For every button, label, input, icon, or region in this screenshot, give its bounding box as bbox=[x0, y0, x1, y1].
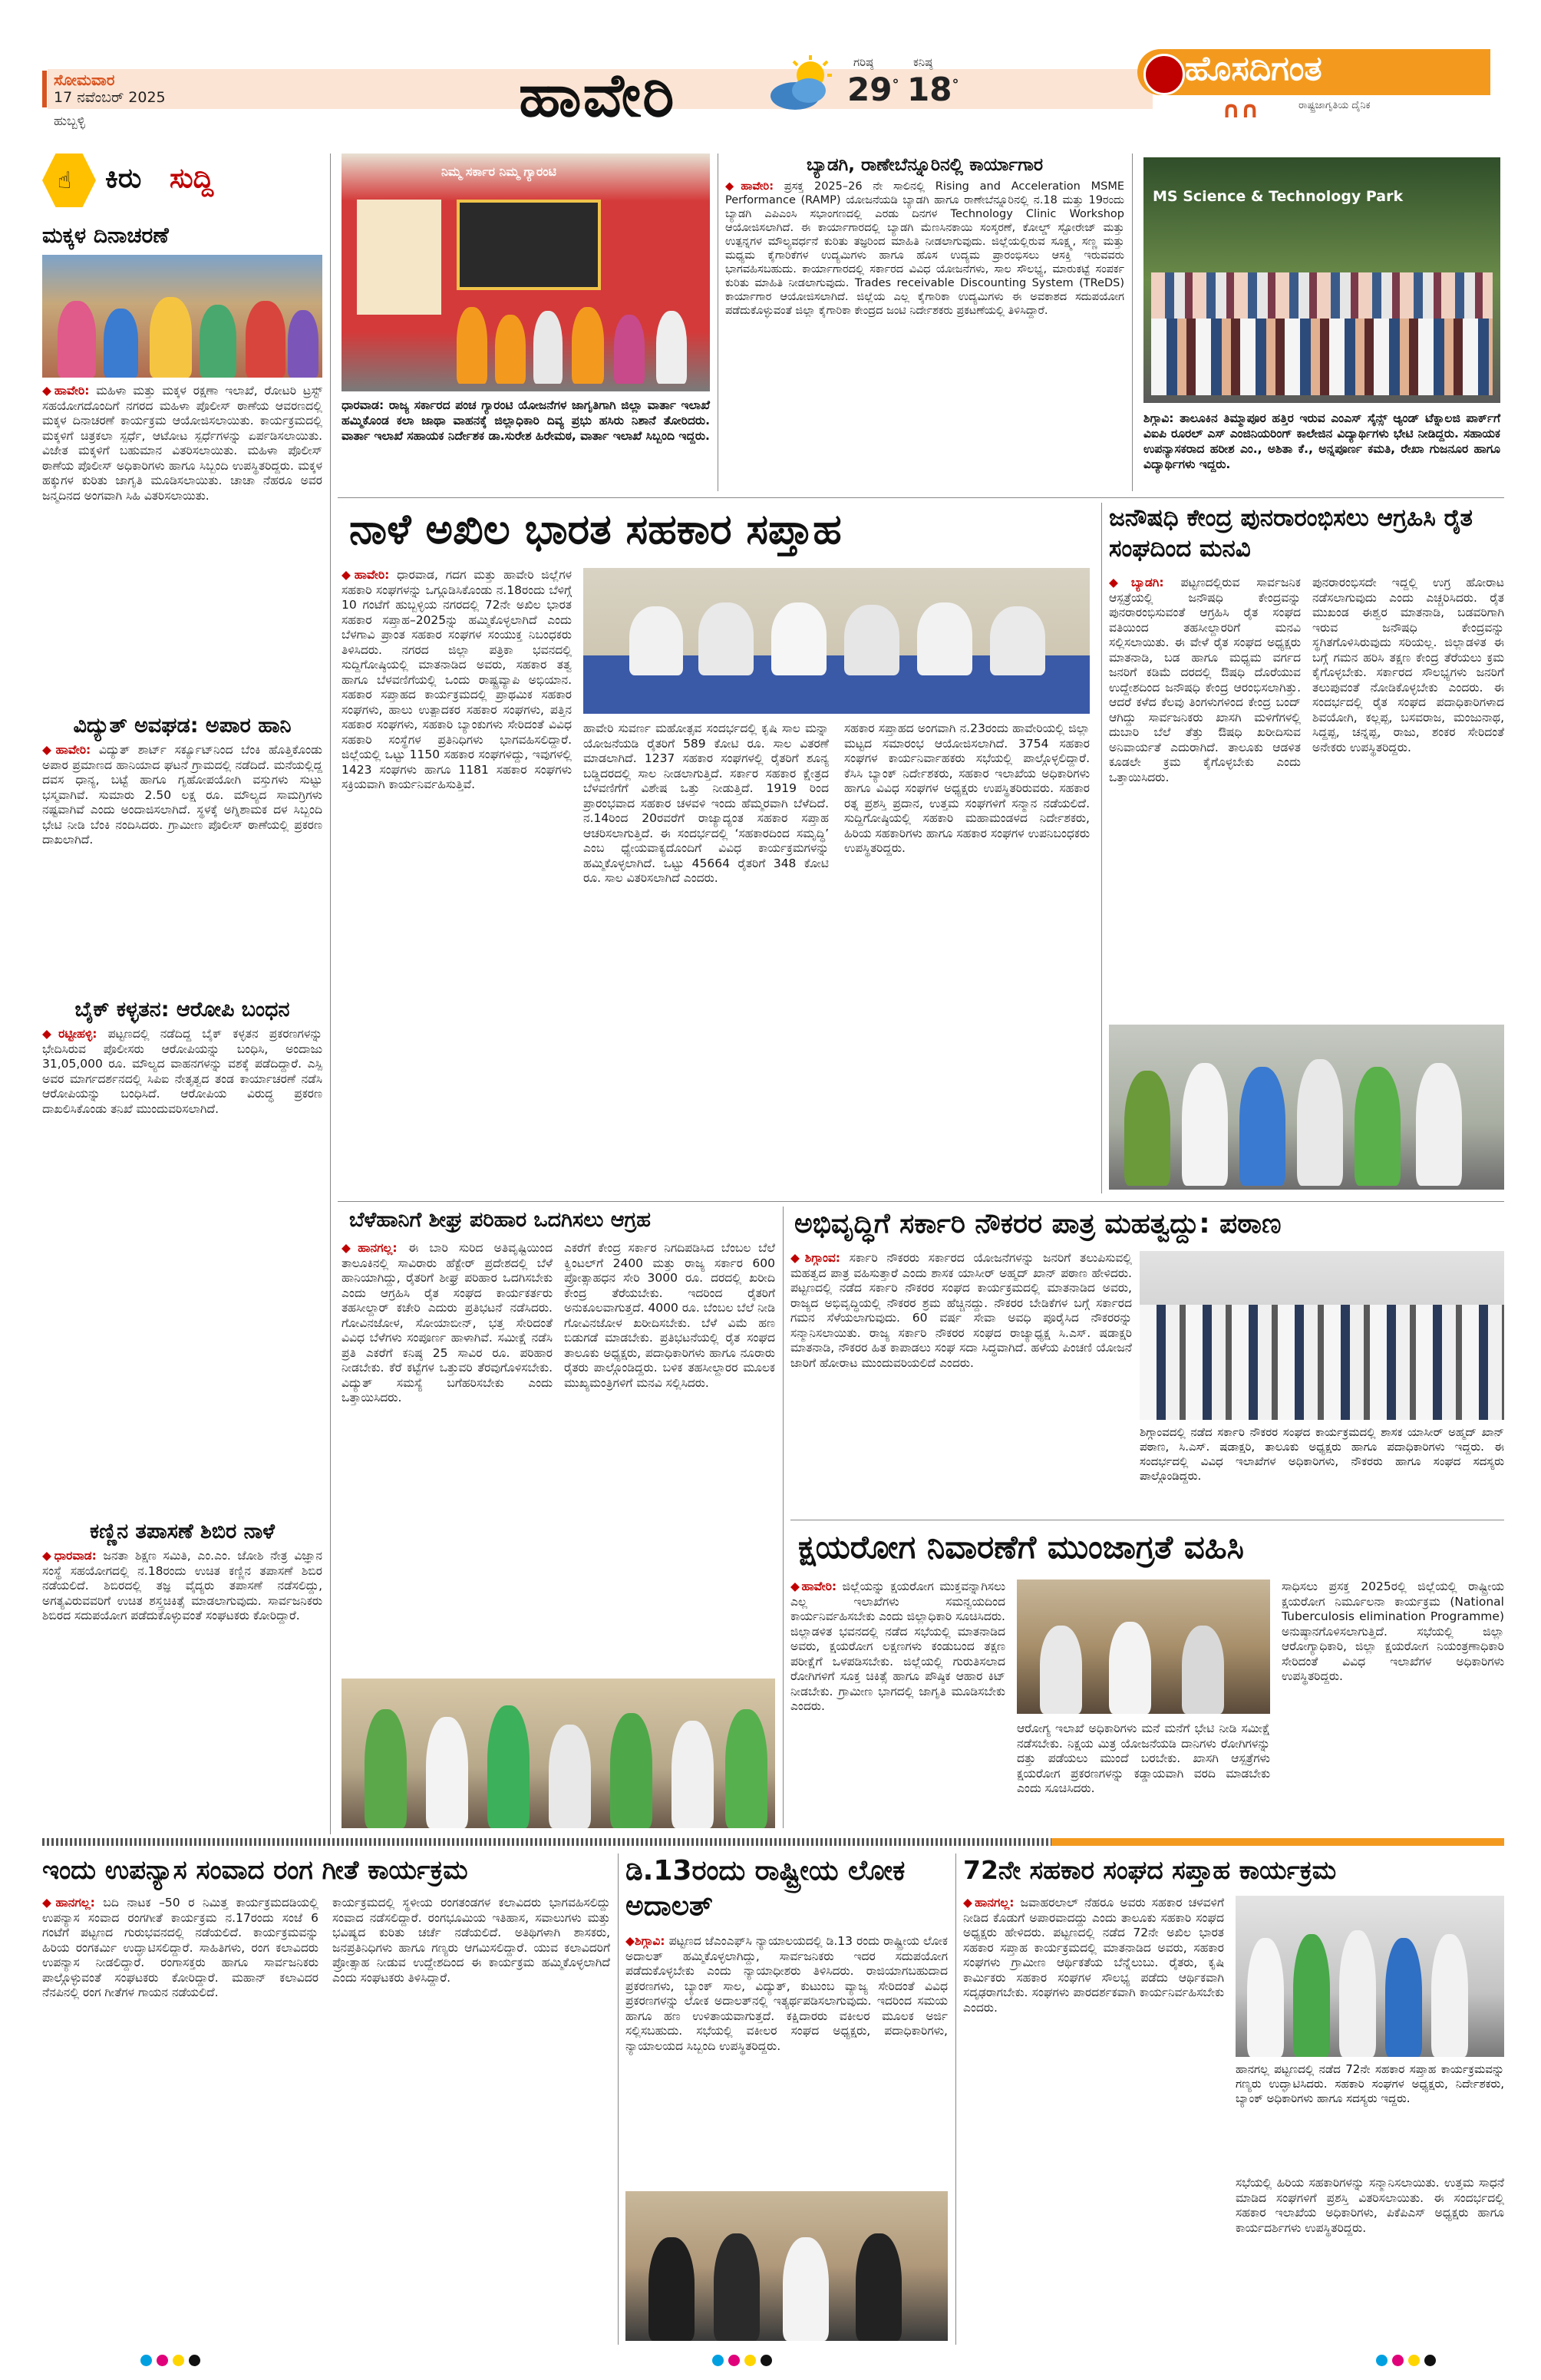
min-temp: 18° bbox=[907, 71, 959, 108]
city-title: ಹಾವೇರಿ bbox=[519, 61, 676, 130]
story-headline: 72ನೇ ಸಹಕಾರ ಸಂಘದ ಸಪ್ತಾಹ ಕಾರ್ಯಕ್ರಮ bbox=[963, 1855, 1337, 1885]
story-body: ◆ಹಾವೇರಿ: ಮಹಿಳಾ ಮತ್ತು ಮಕ್ಕಳ ರಕ್ಷಣಾ ಇಲಾಖೆ, ರೋಟರಿ ಟ್ರಸ್ಟ್ ಸಹಯೋಗದೊಂದಿಗೆ ನಗರದ ಮಹಿಳಾ ಪೊಲೀಸ್ ಠಾಣೆಯ ಆವರಣದಲ್ಲಿ ಮಕ್ಕಳ ದಿನಾಚರಣೆ ಕಾರ್ಯಕ್ರಮ ಆಯೋಜಿಸಲಾಯಿತು. ಕಾರ್ಯಕ್ರಮದಲ್ಲಿ ಮಕ್ಕಳಿಗೆ ಚಿತ್ರಕಲಾ ಸ್ಪರ್ಧೆ, ಆಟೋಟ ಸ್ಪರ್ಧೆಗಳನ್ನು ಏರ್ಪಡಿಸಲಾಯಿತು. ವಿಜೇತ ಮಕ್ಕಳಿಗೆ ಬಹುಮಾನ ವಿತರಿಸಲಾಯಿತು. ಮಹಿಳಾ ಪೊಲೀಸ್ ಠಾಣೆಯ ಪೊಲೀಸ್ ಅಧಿಕಾರಿಗಳು ಹಾಗೂ ಸಿಬ್ಬಂದಿ ಉಪಸ್ಥಿತರಿದ್ದರು. ಮಕ್ಕಳ ಹಕ್ಕುಗಳ ಕುರಿತು ಜಾಗೃತಿ ಮೂಡಿಸಲಾಯಿತು. ಚಾಚಾ ನೆಹರೂ ಅವರ ಜನ್ಮದಿನದ ಅಂಗವಾಗಿ ಸಿಹಿ ವಿತರಿಸಲಾಯಿತು. bbox=[42, 384, 322, 503]
upanyasa-col1: ◆ಹಾನಗಲ್ಲ: ಬದಿ ನಾಟಕ –50 ರ ನಿಮಿತ್ತ ಕಾರ್ಯಕ್ರಮದಡಿಯಲ್ಲಿ ಉಪನ್ಯಾಸ ಸಂವಾದ ರಂಗಗೀತೆ ಕಾರ್ಯಕ್ರಮ ನ.17ರಂದು ಸಂಜೆ 6 ಗಂಟೆಗೆ ಪಟ್ಟಣದ ಗುರುಭವನದಲ್ಲಿ ನಡೆಯಲಿದೆ. ಕಾರ್ಯಕ್ರಮವನ್ನು ಹಿರಿಯ ರಂಗಕರ್ಮಿ ಉದ್ಘಾಟಿಸಲಿದ್ದಾರೆ. ಸಾಹಿತಿಗಳು, ರಂಗ ಕಲಾವಿದರು ಉಪನ್ಯಾಸ ನೀಡಲಿದ್ದಾರೆ. ರಂಗಾಸಕ್ತರು ಹಾಗೂ ಸಾರ್ವಜನಿಕರು ಪಾಲ್ಗೊಳ್ಳುವಂತೆ ಸಂಘಟಕರು ಕೋರಿದ್ದಾರೆ. ಮಹಾನ್ ಕಲಾವಿದರ ನೆನಪಿನಲ್ಲಿ ರಂಗ ಗೀತೆಗಳ ಗಾಯನ ನಡೆಯಲಿದೆ. bbox=[42, 1896, 318, 1999]
belehani-col1: ◆ಹಾನಗಲ್ಲ: ಈ ಬಾರಿ ಸುರಿದ ಅತಿವೃಷ್ಟಿಯಿಂದ ತಾಲೂಕಿನಲ್ಲಿ ಸಾವಿರಾರು ಹೆಕ್ಟೇರ್ ಪ್ರದೇಶದಲ್ಲಿ ಬೆಳೆ ಹಾನಿಯಾಗಿದ್ದು, ರೈತರಿಗೆ ಶೀಘ್ರ ಪರಿಹಾರ ಒದಗಿಸಬೇಕು ಎಂದು ಆಗ್ರಹಿಸಿ ರೈತ ಸಂಘದ ಕಾರ್ಯಕರ್ತರು ತಹಸೀಲ್ದಾರ್ ಕಚೇರಿ ಎದುರು ಪ್ರತಿಭಟನೆ ನಡೆಸಿದರು. ಗೋವಿನಜೋಳ, ಸೋಯಾಬೀನ್, ಭತ್ತ ಸೇರಿದಂತೆ ವಿವಿಧ ಬೆಳೆಗಳು ಸಂಪೂರ್ಣ ಹಾಳಾಗಿವೆ. ಸಮೀಕ್ಷೆ ನಡೆಸಿ ಪ್ರತಿ ಎಕರೆಗೆ ಕನಿಷ್ಠ 25 ಸಾವಿರ ರೂ. ಪರಿಹಾರ ನೀಡಬೇಕು. ಕೆರೆ ಕಟ್ಟೆಗಳ ಒತ್ತುವರಿ ತೆರವುಗೊಳಿಸಬೇಕು. ವಿದ್ಯುತ್ ಸಮಸ್ಯೆ ಬಗೆಹರಿಸಬೇಕು ಎಂದು ಒತ್ತಾಯಿಸಿದರು. bbox=[342, 1241, 553, 1405]
protest-photo bbox=[342, 1679, 775, 1828]
upanyasa-story bbox=[42, 1853, 610, 2345]
kshaya-col2: ಆರೋಗ್ಯ ಇಲಾಖೆ ಅಧಿಕಾರಿಗಳು ಮನೆ ಮನೆಗೆ ಭೇಟಿ ನೀಡಿ ಸಮೀಕ್ಷೆ ನಡೆಸಬೇಕು. ನಿಕ್ಷಯ ಮಿತ್ರ ಯೋಜನೆಯಡಿ ದಾನಿಗಳು ರೋಗಿಗಳನ್ನು ದತ್ತು ಪಡೆಯಲು ಮುಂದೆ ಬರಬೇಕು. ಖಾಸಗಿ ಆಸ್ಪತ್ರೆಗಳು ಕ್ಷಯರೋಗ ಪ್ರಕರಣಗಳನ್ನು ಕಡ್ಡಾಯವಾಗಿ ವರದಿ ಮಾಡಬೇಕು ಎಂದು ಸೂಚಿಸಿದರು. bbox=[1017, 1721, 1270, 1795]
science-park-photo bbox=[1143, 157, 1500, 403]
sahakara-story bbox=[342, 503, 1094, 1193]
registration-marks bbox=[138, 2355, 203, 2369]
upanyasa-col2: ಕಾರ್ಯಕ್ರಮದಲ್ಲಿ ಸ್ಥಳೀಯ ರಂಗತಂಡಗಳ ಕಲಾವಿದರು ಭಾಗವಹಿಸಲಿದ್ದು ಸಂವಾದ ನಡೆಸಲಿದ್ದಾರೆ. ರಂಗಭೂಮಿಯ ಇತಿಹಾಸ, ಸವಾಲುಗಳು ಮತ್ತು ಭವಿಷ್ಯದ ಕುರಿತು ಚರ್ಚೆ ನಡೆಯಲಿದೆ. ಅತಿಥಿಗಳಾಗಿ ಶಾಸಕರು, ಜನಪ್ರತಿನಿಧಿಗಳು ಹಾಗೂ ಗಣ್ಯರು ಆಗಮಿಸಲಿದ್ದಾರೆ. ಯುವ ಕಲಾವಿದರಿಗೆ ಪ್ರೋತ್ಸಾಹ ನೀಡುವ ಉದ್ದೇಶದಿಂದ ಈ ಕಾರ್ಯಕ್ರಮ ಹಮ್ಮಿಕೊಳ್ಳಲಾಗಿದೆ ಎಂದು ಸಂಘಟಕರು ತಿಳಿಸಿದ್ದಾರೆ. bbox=[332, 1896, 610, 1985]
kiru-story-1 bbox=[42, 223, 322, 503]
pathan-story bbox=[790, 1207, 1504, 1513]
logo-text: ಹೊಸದಿಗಂತ bbox=[1185, 49, 1322, 88]
adalat-story bbox=[625, 1853, 948, 2345]
section-rule bbox=[338, 1201, 1504, 1202]
adalat-col1: ◆ಶಿಗ್ಗಾವಿ: ಪಟ್ಟಣದ ಜೆಎಂಎಫ್‌ಸಿ ನ್ಯಾಯಾಲಯದಲ್ಲಿ ಡಿ.13 ರಂದು ರಾಷ್ಟ್ರೀಯ ಲೋಕ ಅದಾಲತ್ ಹಮ್ಮಿಕೊಳ್ಳಲಾಗಿದ್ದು, ಸಾರ್ವಜನಿಕರು ಇದರ ಸದುಪಯೋಗ ಪಡೆದುಕೊಳ್ಳಬೇಕು ಎಂದು ನ್ಯಾಯಾಧೀಶರು ತಿಳಿಸಿದರು. ರಾಜಿಯಾಗಬಹುದಾದ ಪ್ರಕರಣಗಳು, ಬ್ಯಾಂಕ್ ಸಾಲ, ವಿದ್ಯುತ್, ಕುಟುಂಬ ವ್ಯಾಜ್ಯ ಸೇರಿದಂತೆ ವಿವಿಧ ಪ್ರಕರಣಗಳನ್ನು ಲೋಕ ಅದಾಲತ್‌ನಲ್ಲಿ ಇತ್ಯರ್ಥಪಡಿಸಲಾಗುವುದು. ಇದರಿಂದ ಸಮಯ ಹಾಗೂ ಹಣ ಉಳಿತಾಯವಾಗುತ್ತದೆ. ಕಕ್ಷಿದಾರರು ವಕೀಲರ ಮೂಲಕ ಅರ್ಜಿ ಸಲ್ಲಿಸಬಹುದು. ಸಭೆಯಲ್ಲಿ ವಕೀಲರ ಸಂಘದ ಅಧ್ಯಕ್ಷರು, ಪದಾಧಿಕಾರಿಗಳು, ನ್ಯಾಯಾಲಯದ ಸಿಬ್ಬಂದಿ ಉಪಸ್ಥಿತರಿದ್ದರು. bbox=[625, 1934, 949, 2053]
children-photo bbox=[42, 255, 322, 378]
belehani-col2: ಎಕರೆಗೆ ಕೇಂದ್ರ ಸರ್ಕಾರ ನಿಗದಿಪಡಿಸಿದ ಬೆಂಬಲ ಬೆಲೆ ಕ್ವಿಂಟಲ್‌ಗೆ 2400 ಮತ್ತು ರಾಜ್ಯ ಸರ್ಕಾರ 600 ಪ್ರೋತ್ಸಾಹಧನ ಸೇರಿ 3000 ರೂ. ದರದಲ್ಲಿ ಖರೀದಿ ಕೇಂದ್ರ ತೆರೆಯಬೇಕು. ಇದರಿಂದ ರೈತರಿಗೆ ಅನುಕೂಲವಾಗುತ್ತದೆ. 4000 ರೂ. ಬೆಂಬಲ ಬೆಲೆ ನೀಡಿ ಗೋವಿನಜೋಳ ಖರೀದಿಸಬೇಕು. ಬೆಳೆ ವಿಮೆ ಹಣ ಬಿಡುಗಡೆ ಮಾಡಬೇಕು. ಪ್ರತಿಭಟನೆಯಲ್ಲಿ ರೈತ ಸಂಘದ ತಾಲೂಕು ಅಧ್ಯಕ್ಷರು, ಪದಾಧಿಕಾರಿಗಳು ಹಾಗೂ ನೂರಾರು ರೈತರು ಪಾಲ್ಗೊಂಡಿದ್ದರು. ಬಳಿಕ ತಹಸೀಲ್ದಾರರ ಮೂಲಕ ಮುಖ್ಯಮಂತ್ರಿಗಳಿಗೆ ಮನವಿ ಸಲ್ಲಿಸಿದರು. bbox=[564, 1241, 775, 1390]
column-rule bbox=[1132, 153, 1133, 491]
saptaha72-col1: ◆ಹಾನಗಲ್ಲ: ಜವಾಹರಲಾಲ್ ನೆಹರೂ ಅವರು ಸಹಕಾರ ಚಳವಳಿಗೆ ನೀಡಿದ ಕೊಡುಗೆ ಅಪಾರವಾದದ್ದು ಎಂದು ತಾಲೂಕು ಸಹಕಾರಿ ಸಂಘದ ಅಧ್ಯಕ್ಷರು ಹೇಳಿದರು. ಪಟ್ಟಣದಲ್ಲಿ ನಡೆದ 72ನೇ ಅಖಿಲ ಭಾರತ ಸಹಕಾರ ಸಪ್ತಾಹ ಕಾರ್ಯಕ್ರಮದಲ್ಲಿ ಮಾತನಾಡಿದ ಅವರು, ಸಹಕಾರ ಸಂಘಗಳು ಗ್ರಾಮೀಣ ಆರ್ಥಿಕತೆಯ ಬೆನ್ನೆಲುಬು. ರೈತರು, ಕೃಷಿ ಕಾರ್ಮಿಕರು ಸಹಕಾರ ಸಂಘಗಳ ಸೌಲಭ್ಯ ಪಡೆದು ಆರ್ಥಿಕವಾಗಿ ಸದೃಢರಾಗಬೇಕು. ಸಂಘಗಳು ಪಾರದರ್ಶಕವಾಗಿ ಕಾರ್ಯನಿರ್ವಹಿಸಬೇಕು ಎಂದರು. bbox=[963, 1896, 1224, 2015]
employees-caption: ಶಿಗ್ಗಾಂವದಲ್ಲಿ ನಡೆದ ಸರ್ಕಾರಿ ನೌಕರರ ಸಂಘದ ಕಾರ್ಯಕ್ರಮದಲ್ಲಿ ಶಾಸಕ ಯಾಸೀರ್ ಅಹ್ಮದ್ ಖಾನ್ ಪಠಾಣ, ಸಿ.ಎಸ್. ಷಡಾಕ್ಷರಿ, ತಾಲೂಕು ಅಧ್ಯಕ್ಷರು ಹಾಗೂ ಪದಾಧಿಕಾರಿಗಳು ಇದ್ದರು. ಈ ಸಂದರ್ಭದಲ್ಲಿ ವಿವಿಧ ಇಲಾಖೆಗಳ ಅಧಿಕಾರಿಗಳು, ನೌಕರರು ಹಾಗೂ ಸಂಘದ ಸದಸ್ಯರು ಪಾಲ್ಗೊಂಡಿದ್ದರು. bbox=[1140, 1425, 1504, 1483]
story-headline: ವಿದ್ಯುತ್ ಅವಘಡ: ಅಪಾರ ಹಾನಿ bbox=[73, 714, 292, 738]
sahakara-col1: ◆ಹಾವೇರಿ: ಧಾರವಾಡ, ಗದಗ ಮತ್ತು ಹಾವೇರಿ ಜಿಲ್ಲೆಗಳ ಸಹಕಾರಿ ಸಂಘಗಳನ್ನು ಒಗ್ಗೂಡಿಸಿಕೊಂಡು ನ.18ರಂದು ಬೆಳಿಗ್ಗೆ 10 ಗಂಟೆಗೆ ಹುಬ್ಬಳ್ಳಿಯ ನಗರದಲ್ಲಿ 72ನೇ ಅಖಿಲ ಭಾರತ ಸಹಕಾರ ಸಪ್ತಾಹ–2025ನ್ನು ಹಮ್ಮಿಕೊಳ್ಳಲಾಗಿದೆ ಎಂದು ಬೆಳಗಾವಿ ಪ್ರಾಂತ ಸಹಕಾರ ಸಂಘಗಳ ಸಂಯುಕ್ತ ನಿಬಂಧಕರು ತಿಳಿಸಿದರು. ನಗರದ ಜಿಲ್ಲಾ ಪತ್ರಿಕಾ ಭವನದಲ್ಲಿ ಸುದ್ದಿಗೋಷ್ಠಿಯಲ್ಲಿ ಮಾತನಾಡಿದ ಅವರು, ಸಹಕಾರ ತತ್ವ ಹಾಗೂ ಬೆಳವಣಿಗೆಯಲ್ಲಿ ಒಂದು ರಾಷ್ಟ್ರವ್ಯಾಪಿ ಅಭಿಯಾನ. ಸಹಕಾರ ಸಪ್ತಾಹದ ಕಾರ್ಯಕ್ರಮದಲ್ಲಿ ಪ್ರಾಥಮಿಕ ಸಹಕಾರ ಸಂಘಗಳು, ಹಾಲು ಉತ್ಪಾದಕರ ಸಹಕಾರ ಸಂಘಗಳು, ಪತ್ತಿನ ಸಹಕಾರ ಸಂಘಗಳು, ಸಹಕಾರಿ ಬ್ಯಾಂಕುಗಳು ಸೇರಿದಂತೆ ವಿವಿಧ ಸಹಕಾರಿ ಸಂಸ್ಥೆಗಳ ಪ್ರತಿನಿಧಿಗಳು ಭಾಗವಹಿಸಲಿದ್ದಾರೆ. ಜಿಲ್ಲೆಯಲ್ಲಿ ಒಟ್ಟು 1150 ಸಹಕಾರ ಸಂಘಗಳಿದ್ದು, ಇವುಗಳಲ್ಲಿ 1423 ಸಂಘಗಳು ಹಾಗೂ 1181 ಸಹಕಾರ ಸಂಘಗಳು ಸಕ್ರಿಯವಾಗಿ ಕಾರ್ಯನಿರ್ವಹಿಸುತ್ತಿವೆ. bbox=[342, 568, 572, 791]
truck-poster bbox=[357, 200, 441, 315]
suddi-label: ಸುದ್ದಿ bbox=[170, 163, 214, 194]
ramp-story bbox=[725, 153, 1124, 318]
min-temp-label: ಕನಿಷ್ಠ bbox=[913, 55, 933, 69]
section-rule bbox=[338, 497, 1504, 498]
column-rule bbox=[618, 1853, 619, 2345]
story-headline: ಬೈಕ್ ಕಳ್ಳತನ: ಆರೋಪಿ ಬಂಧನ bbox=[74, 998, 290, 1022]
issue-date: 17 ನವೆಂಬರ್ 2025 bbox=[54, 89, 166, 106]
story-headline: ಬ್ಯಾಡಗಿ, ರಾಣೇಬೆನ್ನೂರಿನಲ್ಲಿ ಕಾರ್ಯಾಗಾರ bbox=[806, 155, 1044, 175]
masthead-accent bbox=[42, 71, 47, 107]
logo-tagline: ರಾಷ್ಟ್ರಜಾಗೃತಿಯ ದೈನಿಕ bbox=[1298, 100, 1371, 111]
sahakara-col2: ಹಾವೇರಿ ಸುವರ್ಣ ಮಹೋತ್ಸವ ಸಂದರ್ಭದಲ್ಲಿ ಕೃಷಿ ಸಾಲ ಮನ್ನಾ ಯೋಜನೆಯಡಿ ರೈತರಿಗೆ 589 ಕೋಟಿ ರೂ. ಸಾಲ ವಿತರಣೆ ಮಾಡಲಾಗಿದೆ. 1237 ಸಹಕಾರ ಸಂಘಗಳಲ್ಲಿ ರೈತರಿಗೆ ಶೂನ್ಯ ಬಡ್ಡಿದರದಲ್ಲಿ ಸಾಲ ನೀಡಲಾಗುತ್ತಿದೆ. ಸರ್ಕಾರ ಸಹಕಾರ ಕ್ಷೇತ್ರದ ಬೆಳವಣಿಗೆಗೆ ವಿಶೇಷ ಒತ್ತು ನೀಡುತ್ತಿದೆ. 1919 ರಿಂದ ಪ್ರಾರಂಭವಾದ ಸಹಕಾರ ಚಳವಳಿ ಇಂದು ಹೆಮ್ಮರವಾಗಿ ಬೆಳೆದಿದೆ. ನ.14ರಿಂದ 20ರವರೆಗೆ ರಾಜ್ಯಾದ್ಯಂತ ಸಹಕಾರ ಸಪ್ತಾಹ ಆಚರಿಸಲಾಗುತ್ತಿದೆ. ಈ ಸಂದರ್ಭದಲ್ಲಿ ‘ಸಹಕಾರದಿಂದ ಸಮೃದ್ಧಿ’ ಎಂಬ ಧ್ಯೇಯವಾಕ್ಯದೊಂದಿಗೆ ವಿವಿಧ ಕಾರ್ಯಕ್ರಮಗಳನ್ನು ಹಮ್ಮಿಕೊಳ್ಳಲಾಗಿದೆ. ಒಟ್ಟು 45664 ರೈತರಿಗೆ 348 ಕೋಟಿ ರೂ. ಸಾಲ ವಿತರಿಸಲಾಗಿದೆ ಎಂದರು. bbox=[583, 721, 829, 885]
truck-caption: ಧಾರವಾಡ: ರಾಜ್ಯ ಸರ್ಕಾರದ ಪಂಚ ಗ್ಯಾರಂಟಿ ಯೋಜನೆಗಳ ಜಾಗೃತಿಗಾಗಿ ಜಿಲ್ಲಾ ವಾರ್ತಾ ಇಲಾಖೆ ಹಮ್ಮಿಕೊಂಡ ಕಲಾ ಜಾಥಾ ವಾಹನಕ್ಕೆ ಜಿಲ್ಲಾಧಿಕಾರಿ ದಿವ್ಯ ಪ್ರಭು ಹಸಿರು ನಿಶಾನೆ ತೋರಿದರು. ವಾರ್ತಾ ಇಲಾಖೆ ಸಹಾಯಕ ನಿರ್ದೇಶಕ ಡಾ.ಸುರೇಶ ಹಿರೇಮಠ, ವಾರ್ತಾ ಇಲಾಖೆ ಸಿಬ್ಬಂದಿ ಇದ್ದರು. bbox=[342, 398, 710, 443]
belehani-story bbox=[342, 1207, 775, 1828]
column-rule bbox=[783, 1207, 784, 1828]
story-body: ◆ರಟ್ಟೀಹಳ್ಳಿ: ಪಟ್ಟಣದಲ್ಲಿ ನಡೆದಿದ್ದ ಬೈಕ್ ಕಳ್ಳತನ ಪ್ರಕರಣಗಳನ್ನು ಭೇದಿಸಿರುವ ಪೊಲೀಸರು ಆರೋಪಿಯನ್ನು ಬಂಧಿಸಿ, ಅಂದಾಜು 31,05,000 ರೂ. ಮೌಲ್ಯದ ವಾಹನಗಳನ್ನು ವಶಕ್ಕೆ ಪಡೆದಿದ್ದಾರೆ. ಎಸ್ಪಿ ಅವರ ಮಾರ್ಗದರ್ಶನದಲ್ಲಿ ಸಿಪಿಐ ನೇತೃತ್ವದ ತಂಡ ಕಾರ್ಯಾಚರಣೆ ನಡೆಸಿ ಆರೋಪಿಯನ್ನು ಬಂಧಿಸಿದೆ. ಆರೋಪಿಯ ವಿರುದ್ಧ ಪ್ರಕರಣ ದಾಖಲಿಸಿಕೊಂಡು ತನಿಖೆ ಮುಂದುವರಿಸಲಾಗಿದೆ. bbox=[42, 1027, 322, 1116]
court-meeting-photo bbox=[625, 2191, 948, 2341]
story-headline: ನಾಳೆ ಅಖಿಲ ಭಾರತ ಸಹಕಾರ ಸಪ್ತಾಹ bbox=[349, 505, 842, 553]
janaushadhi-story bbox=[1109, 503, 1504, 1193]
sahakara-col3: ಸಹಕಾರ ಸಪ್ತಾಹದ ಅಂಗವಾಗಿ ನ.23ರಂದು ಹಾವೇರಿಯಲ್ಲಿ ಜಿಲ್ಲಾ ಮಟ್ಟದ ಸಮಾರಂಭ ಆಯೋಜಿಸಲಾಗಿದೆ. 3754 ಸಹಕಾರ ಸಂಘಗಳ ಕಾರ್ಯನಿರ್ವಾಹಕರು ಸಭೆಯಲ್ಲಿ ಪಾಲ್ಗೊಳ್ಳಲಿದ್ದಾರೆ. ಕೆಸಿಸಿ ಬ್ಯಾಂಕ್ ನಿರ್ದೇಶಕರು, ಸಹಕಾರ ಇಲಾಖೆಯ ಅಧಿಕಾರಿಗಳು ಹಾಗೂ ವಿವಿಧ ಸಂಘಗಳ ಅಧ್ಯಕ್ಷರು ಉಪಸ್ಥಿತರಿರುವರು. ಸಹಕಾರ ರತ್ನ ಪ್ರಶಸ್ತಿ ಪ್ರದಾನ, ಉತ್ತಮ ಸಂಘಗಳಿಗೆ ಸನ್ಮಾನ ನಡೆಯಲಿದೆ. ಸುದ್ದಿಗೋಷ್ಠಿಯಲ್ಲಿ ಸಹಕಾರಿ ಮಹಾಮಂಡಳದ ನಿರ್ದೇಶಕರು, ಹಿರಿಯ ಸಹಕಾರಿಗಳು ಹಾಗೂ ಸಹಕಾರ ಸಂಘಗಳ ಉಪನಿಬಂಧಕರು ಉಪಸ್ಥಿತರಿದ್ದರು. bbox=[844, 721, 1090, 855]
science-park-caption: ಶಿಗ್ಗಾವಿ: ತಾಲೂಕಿನ ತಿಮ್ಮಾಪೂರ ಹತ್ತಿರ ಇರುವ ಎಂಎಸ್ ಸೈನ್ಸ್ ಆ್ಯಂಡ್ ಟೆಕ್ನಾಲಜಿ ಪಾರ್ಕ್‌ಗೆ ವಿಐಪಿ ರೂರಲ್ ಎಸ್ ಎಂಜಿನಿಯರಿಂಗ್ ಕಾಲೇಜಿನ ವಿದ್ಯಾರ್ಥಿಗಳು ಭೇಟಿ ನೀಡಿದ್ದರು. ಸಹಾಯಕ ಉಪನ್ಯಾಸಕರಾದ ಹರೀಶ ಎಂ., ಅಶಿತಾ ಕೆ., ಅನ್ನಪೂರ್ಣ ಕಮತಿ, ರೇಖಾ ಗುಜನೂರ ಹಾಗೂ ವಿದ್ಯಾರ್ಥಿಗಳು ಇದ್ದರು. bbox=[1143, 411, 1500, 471]
saptaha72-story bbox=[963, 1853, 1504, 2345]
kiru-story-3 bbox=[42, 998, 322, 1117]
truck-photo bbox=[342, 153, 710, 391]
story-body: ◆ಹಾವೇರಿ: ಪ್ರಸಕ್ತ 2025–26 ನೇ ಸಾಲಿನಲ್ಲಿ Rising and Acceleration MSME Performance (RAMP) ಯೋಜನೆಯಡಿ ಬ್ಯಾಡಗಿ ಹಾಗೂ ರಾಣೇಬೆನ್ನೂರಿನಲ್ಲಿ ನ.18 ಮತ್ತು 19ರಂದು ಬ್ಯಾಡಗಿ ಎಪಿಎಂಸಿ ಸಭಾಂಗಣದಲ್ಲಿ ಎರಡು ದಿನಗಳ Technology Clinic Workshop ಆಯೋಜಿಸಲಾಗಿದೆ. ಈ ಕಾರ್ಯಾಗಾರದಲ್ಲಿ ಬ್ಯಾಡಗಿ ಮೆಣಸಿನಕಾಯಿ ಸಂಸ್ಕರಣೆ, ಕೋಲ್ಡ್ ಸ್ಟೋರೇಜ್ ಮತ್ತು ಉತ್ಪನ್ನಗಳ ಮೌಲ್ಯವರ್ಧನೆ ಕುರಿತು ತಜ್ಞರಿಂದ ಮಾಹಿತಿ ನೀಡಲಾಗುವುದು. ಜಿಲ್ಲೆಯಲ್ಲಿರುವ ಸೂಕ್ಷ್ಮ, ಸಣ್ಣ ಮತ್ತು ಮಧ್ಯಮ ಕೈಗಾರಿಕೆಗಳ ಉದ್ಯಮಿಗಳು ಹಾಗೂ ಹೊಸ ಉದ್ಯಮ ಪ್ರಾರಂಭಿಸಲು ಆಸಕ್ತಿ ಇರುವವರು ಭಾಗವಹಿಸಬಹುದು. ಕಾರ್ಯಾಗಾರದಲ್ಲಿ ಸರ್ಕಾರದ ವಿವಿಧ ಯೋಜನೆಗಳು, ಸಾಲ ಸೌಲಭ್ಯ, ಮಾರುಕಟ್ಟೆ ಸಂಪರ್ಕ ಕುರಿತು ಮಾಹಿತಿ ನೀಡಲಾಗುವುದು. Trades receivable Discounting System (TReDS) ಕಾರ್ಯಾಗಾರ ಆಯೋಜಿಸಲಾಗಿದೆ. ಜಿಲ್ಲೆಯ ಎಲ್ಲ ಕೈಗಾರಿಕಾ ಉದ್ಯಮಿಗಳು ಈ ಅವಕಾಶದ ಸದುಪಯೋಗ ಪಡೆದುಕೊಳ್ಳುವಂತೆ ಜಿಲ್ಲಾ ಕೈಗಾರಿಕಾ ಕೇಂದ್ರದ ಜಂಟಿ ನಿರ್ದೇಶಕರು ಪ್ರಕಟಣೆಯಲ್ಲಿ ತಿಳಿಸಿದ್ದಾರೆ. bbox=[725, 180, 1124, 317]
logo-emblem-icon bbox=[1143, 54, 1185, 95]
weather-icon bbox=[764, 54, 838, 115]
kiru-story-2 bbox=[42, 714, 322, 848]
story-headline: ಜನೌಷಧಿ ಕೇಂದ್ರ ಪುನರಾರಂಭಿಸಲು ಆಗ್ರಹಿಸಿ ರೈತ ಸಂಘದಿಂದ ಮನವಿ bbox=[1109, 504, 1473, 563]
truck-screen bbox=[457, 200, 601, 290]
story-body: ◆ಧಾರವಾಡ: ಜನತಾ ಶಿಕ್ಷಣ ಸಮಿತಿ, ಎಂ.ಎಂ. ಜೋಶಿ ನೇತ್ರ ವಿಜ್ಞಾನ ಸಂಸ್ಥೆ ಸಹಯೋಗದಲ್ಲಿ ನ.18ರಂದು ಉಚಿತ ಕಣ್ಣಿನ ತಪಾಸಣೆ ಶಿಬಿರ ನಡೆಯಲಿದೆ. ಶಿಬಿರದಲ್ಲಿ ತಜ್ಞ ವೈದ್ಯರು ತಪಾಸಣೆ ನಡೆಸಲಿದ್ದು, ಅಗತ್ಯವಿರುವವರಿಗೆ ಉಚಿತ ಶಸ್ತ್ರಚಿಕಿತ್ಸೆ ಮಾಡಲಾಗುವುದು. ಸಾರ್ವಜನಿಕರು ಶಿಬಿರದ ಸದುಪಯೋಗ ಪಡೆದುಕೊಳ್ಳುವಂತೆ ಸಂಘಟಕರು ಕೋರಿದ್ದಾರೆ. bbox=[42, 1549, 322, 1622]
section-divider-accent bbox=[1051, 1838, 1504, 1846]
employees-photo bbox=[1140, 1251, 1504, 1420]
story-headline: ಡಿ.13ರಂದು ರಾಷ್ಟ್ರೀಯ ಲೋಕ ಅದಾಲತ್ bbox=[625, 1855, 906, 1922]
logo-sub-icon: ∩∩ bbox=[1222, 97, 1259, 124]
max-temp-label: ಗರಿಷ್ಠ bbox=[853, 55, 874, 69]
story-headline: ಕಣ್ಣಿನ ತಪಾಸಣೆ ಶಿಬಿರ ನಾಳೆ bbox=[90, 1520, 275, 1543]
column-rule bbox=[1101, 503, 1102, 1193]
janaushadhi-col1: ◆ಬ್ಯಾಡಗಿ: ಪಟ್ಟಣದಲ್ಲಿರುವ ಸಾರ್ವಜನಿಕ ಆಸ್ಪತ್ರೆಯಲ್ಲಿ ಜನೌಷಧಿ ಕೇಂದ್ರವನ್ನು ಪುನರಾರಂಭಿಸುವಂತೆ ಆಗ್ರಹಿಸಿ ರೈತ ಸಂಘದ ವತಿಯಿಂದ ತಹಸೀಲ್ದಾರರಿಗೆ ಮನವಿ ಸಲ್ಲಿಸಲಾಯಿತು. ಈ ವೇಳೆ ರೈತ ಸಂಘದ ಅಧ್ಯಕ್ಷರು ಮಾತನಾಡಿ, ಬಡ ಹಾಗೂ ಮಧ್ಯಮ ವರ್ಗದ ಜನರಿಗೆ ಕಡಿಮೆ ದರದಲ್ಲಿ ಔಷಧಿ ದೊರೆಯುವ ಉದ್ದೇಶದಿಂದ ಜನೌಷಧಿ ಕೇಂದ್ರ ಆರಂಭಿಸಲಾಗಿತ್ತು. ಆದರೆ ಕಳೆದ ಕೆಲವು ತಿಂಗಳುಗಳಿಂದ ಕೇಂದ್ರ ಬಂದ್ ಆಗಿದ್ದು ಸಾರ್ವಜನಿಕರು ಖಾಸಗಿ ಮಳಿಗೆಗಳಲ್ಲಿ ದುಬಾರಿ ಬೆಲೆ ತೆತ್ತು ಔಷಧಿ ಖರೀದಿಸುವ ಅನಿವಾರ್ಯತೆ ಎದುರಾಗಿದೆ. ತಾಲೂಕು ಆಡಳಿತ ಕೂಡಲೇ ಕ್ರಮ ಕೈಗೊಳ್ಳಬೇಕು ಎಂದು ಒತ್ತಾಯಿಸಿದರು. bbox=[1109, 576, 1301, 784]
newspaper-logo bbox=[1137, 43, 1490, 129]
saptaha72-col2: ಸಭೆಯಲ್ಲಿ ಹಿರಿಯ ಸಹಕಾರಿಗಳನ್ನು ಸನ್ಮಾನಿಸಲಾಯಿತು. ಉತ್ತಮ ಸಾಧನೆ ಮಾಡಿದ ಸಂಘಗಳಿಗೆ ಪ್ರಶಸ್ತಿ ವಿತರಿಸಲಾಯಿತು. ಈ ಸಂದರ್ಭದಲ್ಲಿ ಸಹಕಾರ ಇಲಾಖೆಯ ಅಧಿಕಾರಿಗಳು, ಪಿಕೆಪಿಎಸ್ ಅಧ್ಯಕ್ಷರು ಹಾಗೂ ಕಾರ್ಯದರ್ಶಿಗಳು ಉಪಸ್ಥಿತರಿದ್ದರು. bbox=[1236, 2176, 1504, 2235]
kshaya-story bbox=[790, 1526, 1504, 1833]
truck-banner: ನಿಮ್ಮ ಸರ್ಕಾರ ನಿಮ್ಮ ಗ್ಯಾರಂಟಿ bbox=[441, 164, 556, 179]
kiru-story-4 bbox=[42, 1520, 322, 1624]
park-sign: MS Science & Technology Park bbox=[1153, 188, 1404, 205]
story-headline: ಬೆಳೆಹಾನಿಗೆ ಶೀಘ್ರ ಪರಿಹಾರ ಒದಗಿಸಲು ಆಗ್ರಹ bbox=[349, 1208, 651, 1232]
registration-marks bbox=[1374, 2355, 1438, 2369]
story-headline: ಇಂದು ಉಪನ್ಯಾಸ ಸಂವಾದ ರಂಗ ಗೀತೆ ಕಾರ್ಯಕ್ರಮ bbox=[42, 1855, 468, 1886]
story-headline: ಮಕ್ಕಳ ದಿನಾಚರಣೆ bbox=[42, 223, 169, 248]
farmers-memorandum-photo bbox=[1109, 1025, 1504, 1190]
sahakara-event-photo bbox=[1236, 1896, 1504, 2057]
janaushadhi-col2: ಪುನರಾರಂಭಿಸದೇ ಇದ್ದಲ್ಲಿ ಉಗ್ರ ಹೋರಾಟ ನಡೆಸಲಾಗುವುದು ಎಂದು ಎಚ್ಚರಿಸಿದರು. ರೈತ ಮುಖಂಡ ಈಶ್ವರ ಮಾತನಾಡಿ, ಬಡವರಿಗಾಗಿ ಇರುವ ಜನೌಷಧಿ ಕೇಂದ್ರವನ್ನು ಸ್ಥಗಿತಗೊಳಿಸಿರುವುದು ಸರಿಯಲ್ಲ. ಜಿಲ್ಲಾಡಳಿತ ಈ ಬಗ್ಗೆ ಗಮನ ಹರಿಸಿ ತಕ್ಷಣ ಕೇಂದ್ರ ತೆರೆಯಲು ಕ್ರಮ ಕೈಗೊಳ್ಳಬೇಕು. ಸರ್ಕಾರದ ಸೌಲಭ್ಯಗಳು ಜನರಿಗೆ ತಲುಪುವಂತೆ ನೋಡಿಕೊಳ್ಳಬೇಕು ಎಂದರು. ಈ ಸಂದರ್ಭದಲ್ಲಿ ರೈತ ಸಂಘದ ಪದಾಧಿಕಾರಿಗಳಾದ ಶಿವಯೋಗಿ, ಕಲ್ಲಪ್ಪ, ಬಸವರಾಜ, ಮಂಜುನಾಥ, ಸಿದ್ದಪ್ಪ, ಚನ್ನಪ್ಪ, ರಾಜು, ಶಂಕರ ಸೇರಿದಂತೆ ಅನೇಕರು ಉಪಸ್ಥಿತರಿದ್ದರು. bbox=[1312, 576, 1504, 754]
kshaya-col3: ಸಾಧಿಸಲು ಪ್ರಸಕ್ತ 2025ರಲ್ಲಿ ಜಿಲ್ಲೆಯಲ್ಲಿ ರಾಷ್ಟ್ರೀಯ ಕ್ಷಯರೋಗ ನಿರ್ಮೂಲನಾ ಕಾರ್ಯಕ್ರಮ (National Tuberculosis elimination Programme) ಅನುಷ್ಠಾನಗೊಳಿಸಲಾಗುತ್ತಿದೆ. ಸಭೆಯಲ್ಲಿ ಜಿಲ್ಲಾ ಆರೋಗ್ಯಾಧಿಕಾರಿ, ಜಿಲ್ಲಾ ಕ್ಷಯರೋಗ ನಿಯಂತ್ರಣಾಧಿಕಾರಿ ಸೇರಿದಂತೆ ವಿವಿಧ ಇಲಾಖೆಗಳ ಅಧಿಕಾರಿಗಳು ಉಪಸ್ಥಿತರಿದ್ದರು. bbox=[1282, 1580, 1504, 1683]
issue-day: ಸೋಮವಾರ bbox=[54, 71, 115, 89]
column-rule bbox=[330, 153, 331, 1834]
column-rule bbox=[955, 1853, 956, 2345]
story-headline: ಕ್ಷಯರೋಗ ನಿವಾರಣೆಗೆ ಮುಂಜಾಗ್ರತೆ ವಹಿಸಿ bbox=[798, 1528, 1244, 1566]
story-body: ◆ಹಾವೇರಿ: ವಿದ್ಯುತ್ ಶಾರ್ಟ್ ಸರ್ಕ್ಯೂಟ್‌ನಿಂದ ಬೆಂಕಿ ಹೊತ್ತಿಕೊಂಡು ಅಪಾರ ಪ್ರಮಾಣದ ಹಾನಿಯಾದ ಘಟನೆ ಗ್ರಾಮದಲ್ಲಿ ನಡೆದಿದೆ. ಮನೆಯಲ್ಲಿದ್ದ ದವಸ ಧಾನ್ಯ, ಬಟ್ಟೆ ಹಾಗೂ ಗೃಹೋಪಯೋಗಿ ವಸ್ತುಗಳು ಸುಟ್ಟು ಭಸ್ಮವಾಗಿವೆ. ಸುಮಾರು 2.50 ಲಕ್ಷ ರೂ. ಮೌಲ್ಯದ ಸಾಮಗ್ರಿಗಳು ನಷ್ಟವಾಗಿವೆ ಎಂದು ಅಂದಾಜಿಸಲಾಗಿದೆ. ಸ್ಥಳಕ್ಕೆ ಅಗ್ನಿಶಾಮಕ ದಳ ಸಿಬ್ಬಂದಿ ಭೇಟಿ ನೀಡಿ ಬೆಂಕಿ ನಂದಿಸಿದರು. ಗ್ರಾಮೀಣ ಪೊಲೀಸ್ ಠಾಣೆಯಲ್ಲಿ ಪ್ರಕರಣ ದಾಖಲಾಗಿದೆ. bbox=[42, 743, 322, 847]
story-headline: ಅಭಿವೃದ್ಧಿಗೆ ಸರ್ಕಾರಿ ನೌಕರರ ಪಾತ್ರ ಮಹತ್ವದ್ದು: ಪಠಾಣ bbox=[794, 1208, 1282, 1240]
masthead bbox=[0, 0, 1541, 134]
kshaya-col1: ◆ಹಾವೇರಿ: ಜಿಲ್ಲೆಯನ್ನು ಕ್ಷಯರೋಗ ಮುಕ್ತವನ್ನಾಗಿಸಲು ಎಲ್ಲ ಇಲಾಖೆಗಳು ಸಮನ್ವಯದಿಂದ ಕಾರ್ಯನಿರ್ವಹಿಸಬೇಕು ಎಂದು ಜಿಲ್ಲಾಧಿಕಾರಿ ಸೂಚಿಸಿದರು. ಜಿಲ್ಲಾಡಳಿತ ಭವನದಲ್ಲಿ ನಡೆದ ಸಭೆಯಲ್ಲಿ ಮಾತನಾಡಿದ ಅವರು, ಕ್ಷಯರೋಗ ಲಕ್ಷಣಗಳು ಕಂಡುಬಂದ ತಕ್ಷಣ ಪರೀಕ್ಷೆಗೆ ಒಳಪಡಿಸಬೇಕು. ಜಿಲ್ಲೆಯಲ್ಲಿ ಗುರುತಿಸಲಾದ ರೋಗಿಗಳಿಗೆ ಸೂಕ್ತ ಚಿಕಿತ್ಸೆ ಹಾಗೂ ಪೌಷ್ಠಿಕ ಆಹಾರ ಕಿಟ್ ನೀಡಬೇಕು. ಗ್ರಾಮೀಣ ಭಾಗದಲ್ಲಿ ಜಾಗೃತಿ ಮೂಡಿಸಬೇಕು ಎಂದರು. bbox=[790, 1580, 1006, 1713]
edition-name: ಹುಬ್ಬಳ್ಳಿ bbox=[54, 114, 85, 129]
kiru-suddi-logo bbox=[42, 153, 288, 207]
press-meet-photo bbox=[583, 568, 1090, 714]
meeting-photo bbox=[1017, 1580, 1270, 1714]
pathan-col1: ◆ಶಿಗ್ಗಾಂವ: ಸರ್ಕಾರಿ ನೌಕರರು ಸರ್ಕಾರದ ಯೋಜನೆಗಳನ್ನು ಜನರಿಗೆ ತಲುಪಿಸುವಲ್ಲಿ ಮಹತ್ವದ ಪಾತ್ರ ವಹಿಸುತ್ತಾರೆ ಎಂದು ಶಾಸಕ ಯಾಸೀರ್ ಅಹ್ಮದ್ ಖಾನ್ ಪಠಾಣ ಹೇಳಿದರು. ಪಟ್ಟಣದಲ್ಲಿ ನಡೆದ ಸರ್ಕಾರಿ ನೌಕರರ ಸಂಘದ ಕಾರ್ಯಕ್ರಮದಲ್ಲಿ ಮಾತನಾಡಿದ ಅವರು, ರಾಜ್ಯದ ಅಭಿವೃದ್ಧಿಯಲ್ಲಿ ನೌಕರರ ಶ್ರಮ ಹೆಚ್ಚಿನದ್ದು. ನೌಕರರ ಬೇಡಿಕೆಗಳ ಬಗ್ಗೆ ಸರ್ಕಾರದ ಗಮನ ಸೆಳೆಯಲಾಗುವುದು. 60 ವರ್ಷ ಸೇವಾ ಅವಧಿ ಪೂರೈಸಿದ ನೌಕರರನ್ನು ಸನ್ಮಾನಿಸಲಾಯಿತು. ರಾಜ್ಯ ಸರ್ಕಾರಿ ನೌಕರರ ಸಂಘದ ರಾಜ್ಯಾಧ್ಯಕ್ಷ ಸಿ.ಎಸ್. ಷಡಾಕ್ಷರಿ ಮಾತನಾಡಿ, ನೌಕರರ ಹಿತ ಕಾಪಾಡಲು ಸಂಘ ಸದಾ ಸಿದ್ಧವಾಗಿದೆ. ಹಳೆಯ ಪಿಂಚಣಿ ಯೋಜನೆ ಜಾರಿಗೆ ಹೋರಾಟ ಮುಂದುವರಿಯಲಿದೆ ಎಂದರು. bbox=[790, 1251, 1133, 1370]
max-temp: 29° bbox=[847, 71, 899, 108]
kiru-label: ಕಿರು bbox=[105, 163, 142, 194]
pointing-hand-icon: ☝ bbox=[58, 167, 72, 194]
sahakara-event-caption: ಹಾನಗಲ್ಲ ಪಟ್ಟಣದಲ್ಲಿ ನಡೆದ 72ನೇ ಸಹಕಾರ ಸಪ್ತಾಹ ಕಾರ್ಯಕ್ರಮವನ್ನು ಗಣ್ಯರು ಉದ್ಘಾಟಿಸಿದರು. ಸಹಕಾರಿ ಸಂಘಗಳ ಅಧ್ಯಕ್ಷರು, ನಿರ್ದೇಶಕರು, ಬ್ಯಾಂಕ್ ಅಧಿಕಾರಿಗಳು ಹಾಗೂ ಸದಸ್ಯರು ಇದ್ದರು. bbox=[1236, 2062, 1504, 2105]
registration-marks bbox=[710, 2355, 774, 2369]
